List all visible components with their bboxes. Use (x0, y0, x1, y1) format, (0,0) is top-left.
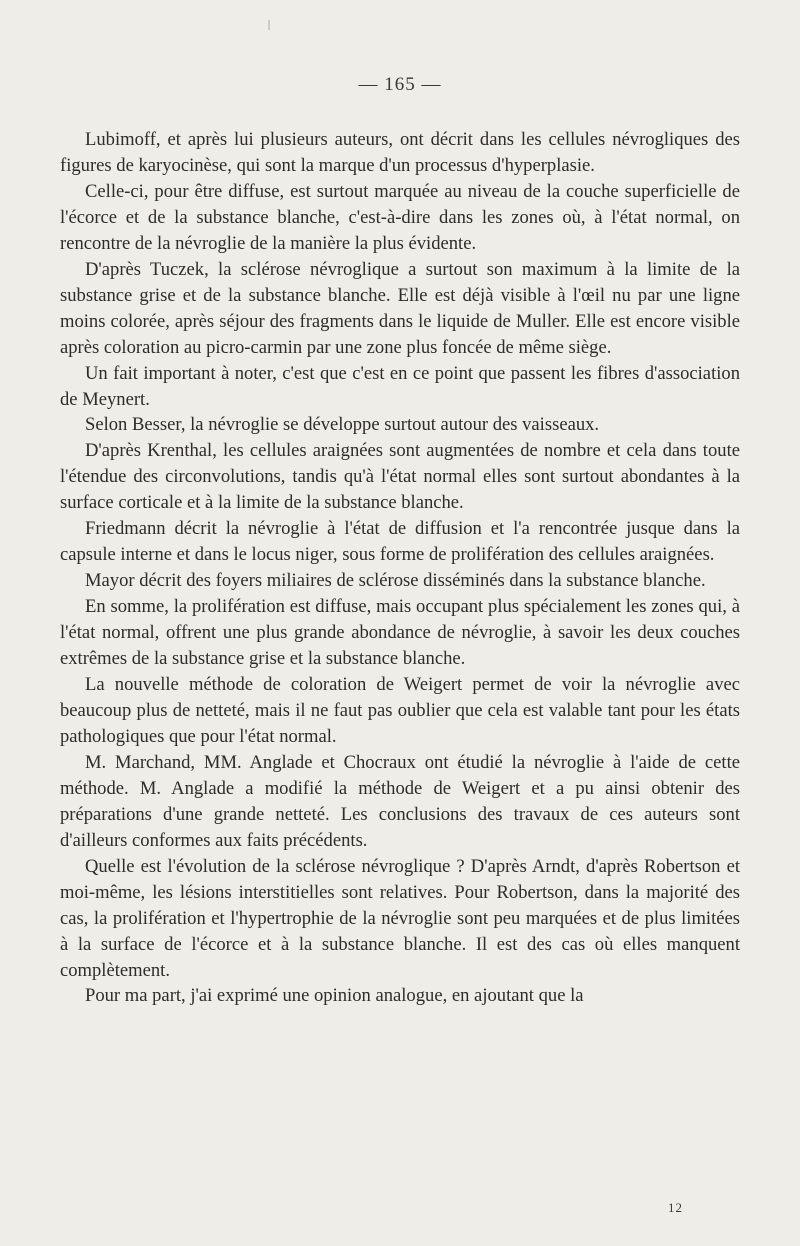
paragraph: Un fait important à noter, c'est que c'est en ce point que passent les fibres d'association de Meynert. (60, 362, 740, 410)
scan-smudge (268, 20, 270, 30)
body-text (60, 127, 740, 1009)
paragraph: Pour ma part, j'ai exprimé une opinion analogue, en ajoutant que la (85, 985, 584, 1007)
signature-mark: 12 (668, 1200, 683, 1215)
paragraph: Selon Besser, la névroglie se développe surtout autour des vaisseaux. (85, 414, 600, 436)
page-number: — 165 — (358, 74, 442, 95)
paragraph: Friedmann décrit la névroglie à l'état de diffusion et l'a rencontrée jusque dans la capsule interne et dans le locus niger, sous forme de prolifération des cellules araignées. (60, 518, 740, 566)
paragraph: En somme, la prolifération est diffuse, mais occupant plus spécialement les zones qui, à l'état normal, offrent une plus grande abondance de névroglie, à savoir les deux couches extrêmes de la substance grise et la substance blanche. (60, 596, 740, 670)
paragraph: Celle-ci, pour être diffuse, est surtout marquée au niveau de la couche superficielle de l'écorce et de la substance blanche, c'est-à-dire dans les zones où, à l'état normal, on rencontre de la névroglie de la manière la plus évidente. (60, 180, 740, 254)
paragraph: D'après Tuczek, la sclérose névroglique a surtout son maximum à la limite de la substance grise et de la substance blanche. Elle est déjà visible à l'œil nu par une ligne moins colorée, après séjour des fragments dans le liquide de Muller. Elle est encore visible après coloration au picro-carmin par une zone plus foncée de même siège. (60, 258, 740, 358)
paragraph: Lubimoff, et après lui plusieurs auteurs, ont décrit dans les cellules névrogliques des figures de karyocinèse, qui sont la marque d'un processus d'hyperplasie. (60, 129, 740, 176)
paragraph: M. Marchand, MM. Anglade et Chocraux ont étudié la névroglie à l'aide de cette méthode. M. Anglade a modifié la méthode de Weigert et a pu ainsi obtenir des préparations d'une grande netteté. Les conclusions des travaux de ces auteurs sont d'ailleurs conformes aux faits précédents. (60, 751, 740, 851)
paragraph: Quelle est l'évolution de la sclérose névroglique ? D'après Arndt, d'après Robertson et moi-même, les lésions interstitielles sont relatives. Pour Robertson, dans la majorité des cas, la prolifération et l'hypertrophie de la névroglie sont peu marquées et de plus limitées à la surface de l'écorce et à la substance blanche. Il est des cas où elles manquent complètement. (60, 855, 740, 981)
paragraph: La nouvelle méthode de coloration de Weigert permet de voir la névroglie avec beaucoup plus de netteté, mais il ne faut pas oublier que cela est valable tant pour les états pathologiques que pour l'état normal. (60, 674, 740, 747)
paragraph: D'après Krenthal, les cellules araignées sont augmentées de nombre et cela dans toute l'étendue des circonvolutions, tandis qu'à l'état normal elles sont surtout abondantes à la surface corticale et à la limite de la substance blanche. (60, 440, 740, 514)
paragraph: Mayor décrit des foyers miliaires de sclérose disséminés dans la substance blanche. (85, 570, 706, 592)
